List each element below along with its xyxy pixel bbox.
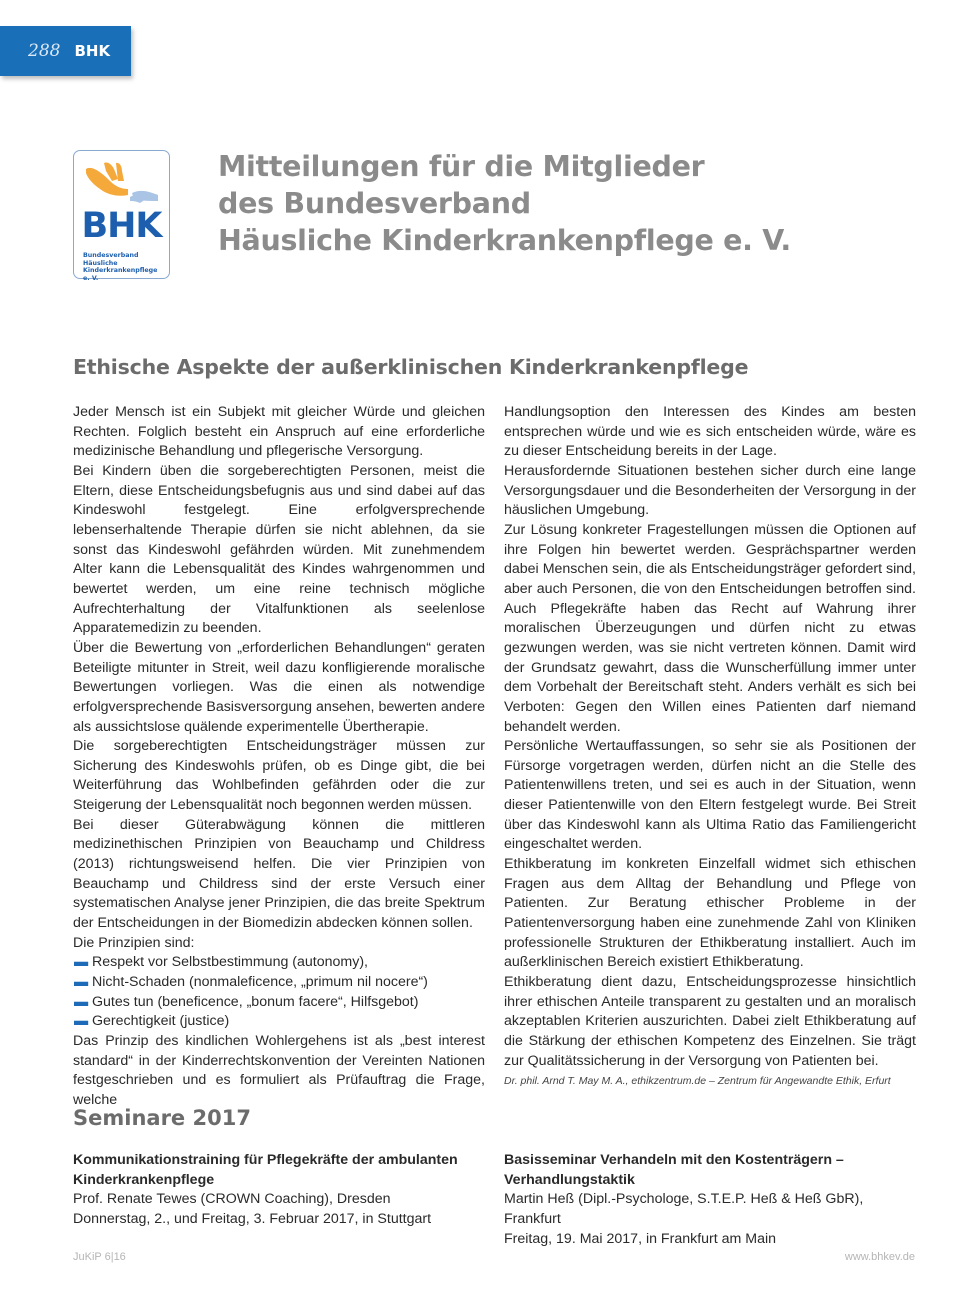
logo-subtitle: Bundesverband Häusliche Kinderkrankenpflege e. V.	[83, 252, 158, 282]
masthead-line-3: Häusliche Kinderkrankenpflege e. V.	[218, 224, 791, 257]
list-item: ▬ Gerechtigkeit (justice)	[73, 1012, 485, 1032]
list-item: ▬ Respekt vor Selbstbestimmung (autonomy),	[73, 953, 485, 973]
footer-journal: JuKiP 6|16	[73, 1251, 126, 1263]
bullet-icon: ▬	[74, 993, 89, 1010]
seminar-speaker: Martin Heß (Dipl.-Psychologe, S.T.E.P. Heß & Heß GbR), Frankfurt	[504, 1191, 864, 1227]
paragraph: Ethikberatung im konkreten Einzelfall widmet sich ethischen Fragen aus dem Alltag der Behandlung und Pflege von Patienten. Zur Beratung ethischer Probleme in der Patientenversorgung haben eine zunehmende Zahl von Kliniken professionelle Strukturen der Ethikberatung installiert. Auch im außerklinischen Bereich existiert Ethikberatung.	[504, 856, 916, 971]
paragraph: Die Prinzipien sind:	[73, 934, 195, 951]
seminar-speaker: Prof. Renate Tewes (CROWN Coaching), Dresden	[73, 1191, 391, 1208]
paragraph: Zur Lösung konkreter Fragestellungen müssen die Optionen auf ihre Folgen hin bewertet werden. Gesprächspartner werden dabei Menschen sein, die als Entscheidungsträger gefordert sind, aber auch Personen, die von den Entscheidungen betroffen sind. Auch Pflegekräfte haben das Recht auf Wahrung ihrer moralischen Überzeugungen und dürfen nicht zu etwas gezwungen werden, was sie nicht vertreten können. Damit wird der Grundsatz gewahrt, dass die Wunscherfüllung immer unter dem Vorbehalt der Bereitschaft steht. Anders verhält es sich bei Verboten: Gegen den Willen eines Patienten darf niemand behandelt werden.	[504, 521, 916, 735]
author-signature: Dr. phil. Arnd T. May M. A., ethikzentrum.de – Zentrum für Angewandte Ethik, Erfurt	[504, 1075, 891, 1088]
seminar-title: Kommunikationstraining für Pflegekräfte der ambulanten Kinderkrankenpflege	[73, 1152, 458, 1188]
seminar-item	[504, 1151, 916, 1249]
page-tab	[0, 26, 131, 76]
article-column-right	[504, 403, 916, 1091]
bhk-logo	[73, 150, 170, 282]
list-item: ▬ Nicht-Schaden (nonmaleficence, „primum nil nocere“)	[73, 973, 485, 993]
seminar-date: Donnerstag, 2., und Freitag, 3. Februar 2017, in Stuttgart	[73, 1210, 432, 1227]
section-label: BHK	[74, 42, 111, 60]
bullet-icon: ▬	[74, 954, 89, 971]
paragraph: Über die Bewertung von „erforderlichen Behandlungen“ geraten Beteiligte mitunter in Streit, weil dazu konfligierende moralische Bewertungen vorliegen. Was die einen als notwendige erfolgversprechende Basisversorgung ansehen, bewerten andere als aussichtslose quälende experimentelle Übertherapie.	[73, 639, 485, 735]
seminar-item	[73, 1151, 485, 1230]
list-item: ▬ Gutes tun (beneficence, „bonum facere“, Hilfsgebot)	[73, 993, 485, 1013]
page-number: 288	[28, 41, 61, 61]
hands-icon	[82, 159, 162, 209]
seminars-title: Seminare 2017	[73, 1106, 251, 1130]
logo-wordmark: BHK	[81, 206, 162, 246]
seminar-title: Basisseminar Verhandeln mit den Kostenträgern – Verhandlungstaktik	[504, 1152, 844, 1188]
paragraph: Bei dieser Güterabwägung können die mittleren medizinethischen Prinzipien von Beauchamp und Childress (2013) richtungsweisend helfen. Die vier Prinzipien von Beauchamp und Childress sind der erste Versuch einer systematischen Analyse jener Prinzipien, die das breite Spektrum der Entscheidungen in der Biomedizin abdecken können sollen.	[73, 816, 485, 932]
bullet-icon: ▬	[74, 974, 89, 991]
paragraph: Die sorgeberechtigten Entscheidungsträger müssen zur Sicherung des Kindeswohls prüfen, ob es Dinge gibt, die bei Weiterführung das Wohlbefinden gefährden oder die zur Steigerung der Lebensqualität noch begonnen werden müssen.	[73, 738, 485, 814]
paragraph: Jeder Mensch ist ein Subjekt mit gleicher Würde und gleichen Rechten. Folglich besteht ein Anspruch auf eine erforderliche medizinische Behandlung und pflegerische Versorgung.	[73, 404, 485, 460]
masthead-line-1: Mitteilungen für die Mitglieder	[218, 150, 705, 183]
seminar-date: Freitag, 19. Mai 2017, in Frankfurt am Main	[504, 1230, 777, 1247]
paragraph: Das Prinzip des kindlichen Wohlergehens ist als „best interest standard“ in der Kinderrechtskonvention der Vereinten Nationen festgeschrieben und es formuliert als Prüfauftrag die Frage, welche	[73, 1033, 485, 1108]
paragraph: Herausfordernde Situationen bestehen sicher durch eine lange Versorgungsdauer und die Besonderheiten der Versorgung in der häuslichen Umgebung.	[504, 462, 916, 519]
paragraph: Bei Kindern üben die sorgeberechtigten Personen, meist die Eltern, diese Entscheidungsbefugnis aus und sind dabei auf das Kindeswohl festgelegt. Eine erfolgversprechende lebenserhaltende Therapie dürfen sie nicht ablehnen, da sie sonst das Kindeswohl gefährden würden. Mit zunehmendem Alter kann die Lebensqualität des Kindes wahrgenommen und bewertet werden, um eine reine technisch mögliche Aufrechterhaltung der Vitalfunktionen als seelenlose Apparatemedizin zu beenden.	[73, 462, 485, 637]
bullet-icon: ▬	[74, 1013, 89, 1030]
article-column-left	[73, 403, 485, 1111]
masthead-line-2: des Bundesverband	[218, 187, 531, 220]
paragraph: Ethikberatung dient dazu, Entscheidungsprozesse hinsichtlich ihrer ethischen Anteile transparent zu gestalten und an moralisch akzeptablen Kriterien auszurichten. Dabei zielt Ethikberatung auf die Stärkung der ethischen Kompetenz des Einzelnen. Sie trägt zur Qualitätssicherung in der Versorgung von Patienten bei.	[504, 974, 916, 1069]
paragraph: Persönliche Wertauffassungen, so sehr sie als Positionen der Fürsorge vorgetragen werden, dürfen nicht an die Stelle des Patientenwillens treten, und sei es auch in der Situation, wenn dieser Patientenwille von den Eltern festgelegt wurde. Bei Streit über das Kindeswohl kann als Ultima Ratio das Familiengericht eingeschaltet werden.	[504, 738, 916, 853]
principles-list	[73, 953, 485, 1032]
paragraph: Handlungsoption den Interessen des Kindes am besten entsprechen würde und wie es sich entscheiden würde, wäre es zu dieser Entscheidung bereits in der Lage.	[504, 404, 916, 460]
footer-url: www.bhkev.de	[844, 1251, 915, 1263]
masthead	[218, 148, 791, 259]
article-title: Ethische Aspekte der außerklinischen Kinderkrankenpflege	[73, 355, 749, 379]
